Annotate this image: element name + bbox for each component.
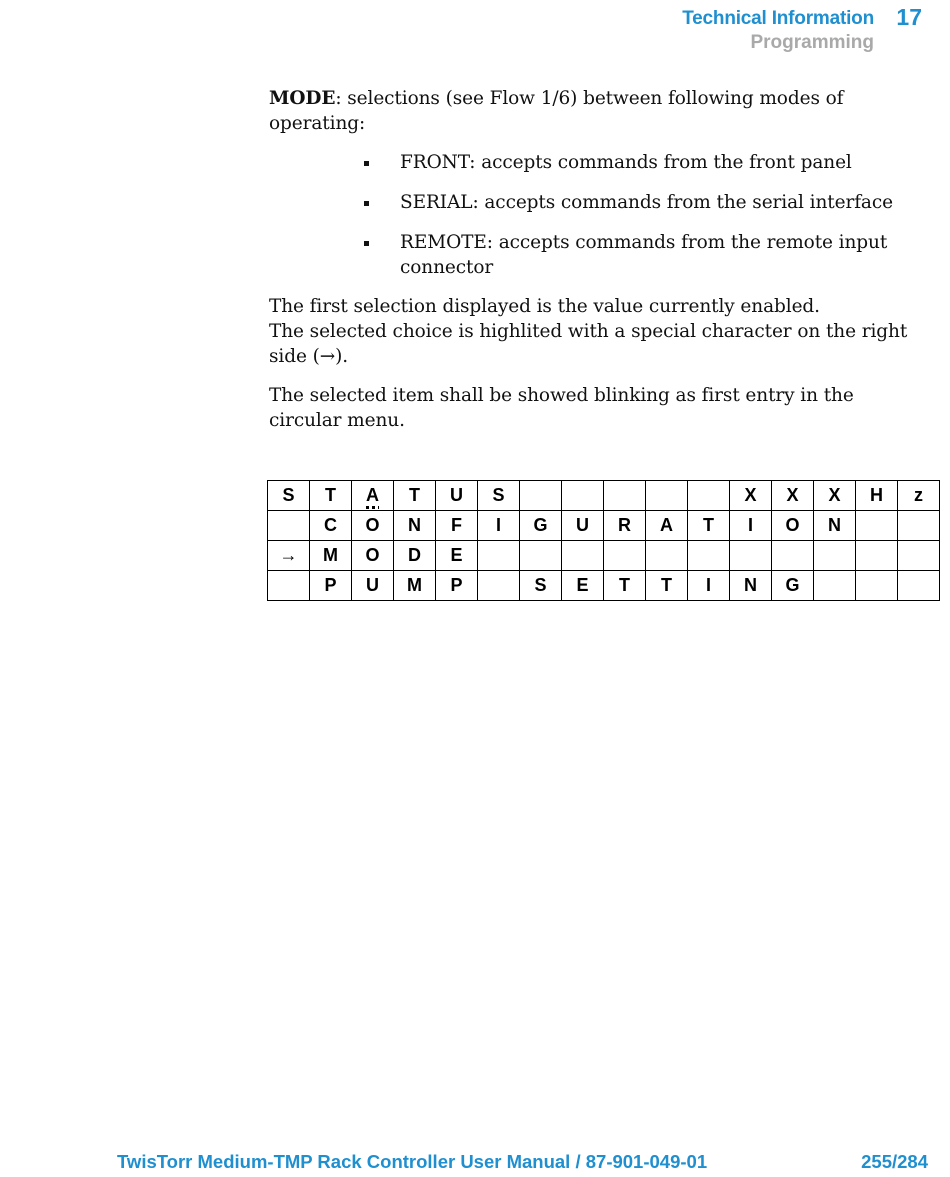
selection-paragraph [269,294,929,369]
lcd-cell: z [898,481,940,511]
lcd-cell: T [604,571,646,601]
lcd-cell: S [520,571,562,601]
lcd-cell: C [310,511,352,541]
lcd-cell: N [730,571,772,601]
lcd-cell [562,541,604,571]
lcd-cell: → [268,541,310,571]
list-item: FRONT: accepts commands from the front panel [400,150,929,175]
lcd-cell: M [310,541,352,571]
footer-page-number: 255/284 [861,1151,928,1172]
lcd-cell: E [562,571,604,601]
lcd-cell: G [520,511,562,541]
lcd-cell [856,541,898,571]
lcd-cell [772,541,814,571]
lcd-cell: S [268,481,310,511]
lcd-cell: N [394,511,436,541]
main-content [269,86,929,433]
lcd-cell [604,541,646,571]
lcd-cell: T [646,571,688,601]
lcd-cell: X [814,481,856,511]
lcd-row [268,511,940,541]
header-subsection-title: Programming [750,32,874,53]
mode-term: MODE [269,88,336,109]
selection-line-1: The first selection displayed is the value currently enabled. [269,296,820,317]
mode-paragraph [269,86,929,136]
lcd-cell: O [352,541,394,571]
lcd-cell [814,571,856,601]
lcd-cell: G [772,571,814,601]
lcd-cell: R [604,511,646,541]
lcd-cell: T [310,481,352,511]
lcd-cell [478,571,520,601]
lcd-cell: I [478,511,520,541]
mode-list [269,150,929,280]
selection-line-2: The selected choice is highlited with a special character on the right side (→). [269,321,908,367]
list-item: SERIAL: accepts commands from the serial interface [400,190,929,215]
lcd-cell: N [814,511,856,541]
lcd-cell: U [562,511,604,541]
lcd-cell [688,481,730,511]
header-chapter-number: 17 [896,4,922,30]
lcd-cell [520,541,562,571]
lcd-cell: E [436,541,478,571]
lcd-cell [646,481,688,511]
lcd-cell: A [646,511,688,541]
lcd-cell [856,511,898,541]
lcd-cell [898,571,940,601]
lcd-cell [646,541,688,571]
lcd-cell [856,571,898,601]
blinking-paragraph: The selected item shall be showed blinking as first entry in the circular menu. [269,385,854,431]
lcd-cell: O [352,511,394,541]
lcd-cell: X [772,481,814,511]
lcd-cell: P [436,571,478,601]
lcd-cell [688,541,730,571]
lcd-cell [268,571,310,601]
lcd-cell: X [730,481,772,511]
lcd-cell: M [394,571,436,601]
lcd-cell: U [352,571,394,601]
lcd-cell [268,511,310,541]
lcd-cell: O [772,511,814,541]
lcd-cell [520,481,562,511]
lcd-row [268,571,940,601]
lcd-cell [562,481,604,511]
footer-manual-title: TwisTorr Medium-TMP Rack Controller User Manual / 87-901-049-01 [117,1151,708,1172]
lcd-cell: P [310,571,352,601]
lcd-cell: T [394,481,436,511]
lcd-cell: D [394,541,436,571]
mode-description: : selections (see Flow 1/6) between following modes of operating: [269,88,844,134]
lcd-cell [898,511,940,541]
lcd-cell: S [478,481,520,511]
lcd-cell [814,541,856,571]
lcd-row [268,541,940,571]
lcd-cell: A [352,481,394,511]
lcd-cell [478,541,520,571]
lcd-cell: F [436,511,478,541]
lcd-cell: I [688,571,730,601]
lcd-display-table [267,480,940,601]
lcd-cell [604,481,646,511]
list-item: REMOTE: accepts commands from the remote input connector [400,230,929,280]
lcd-row [268,481,940,511]
lcd-cell: T [688,511,730,541]
lcd-cell: I [730,511,772,541]
lcd-cell: U [436,481,478,511]
lcd-cell [898,541,940,571]
lcd-cell [730,541,772,571]
header-section-title: Technical Information [682,8,874,29]
lcd-cell: H [856,481,898,511]
